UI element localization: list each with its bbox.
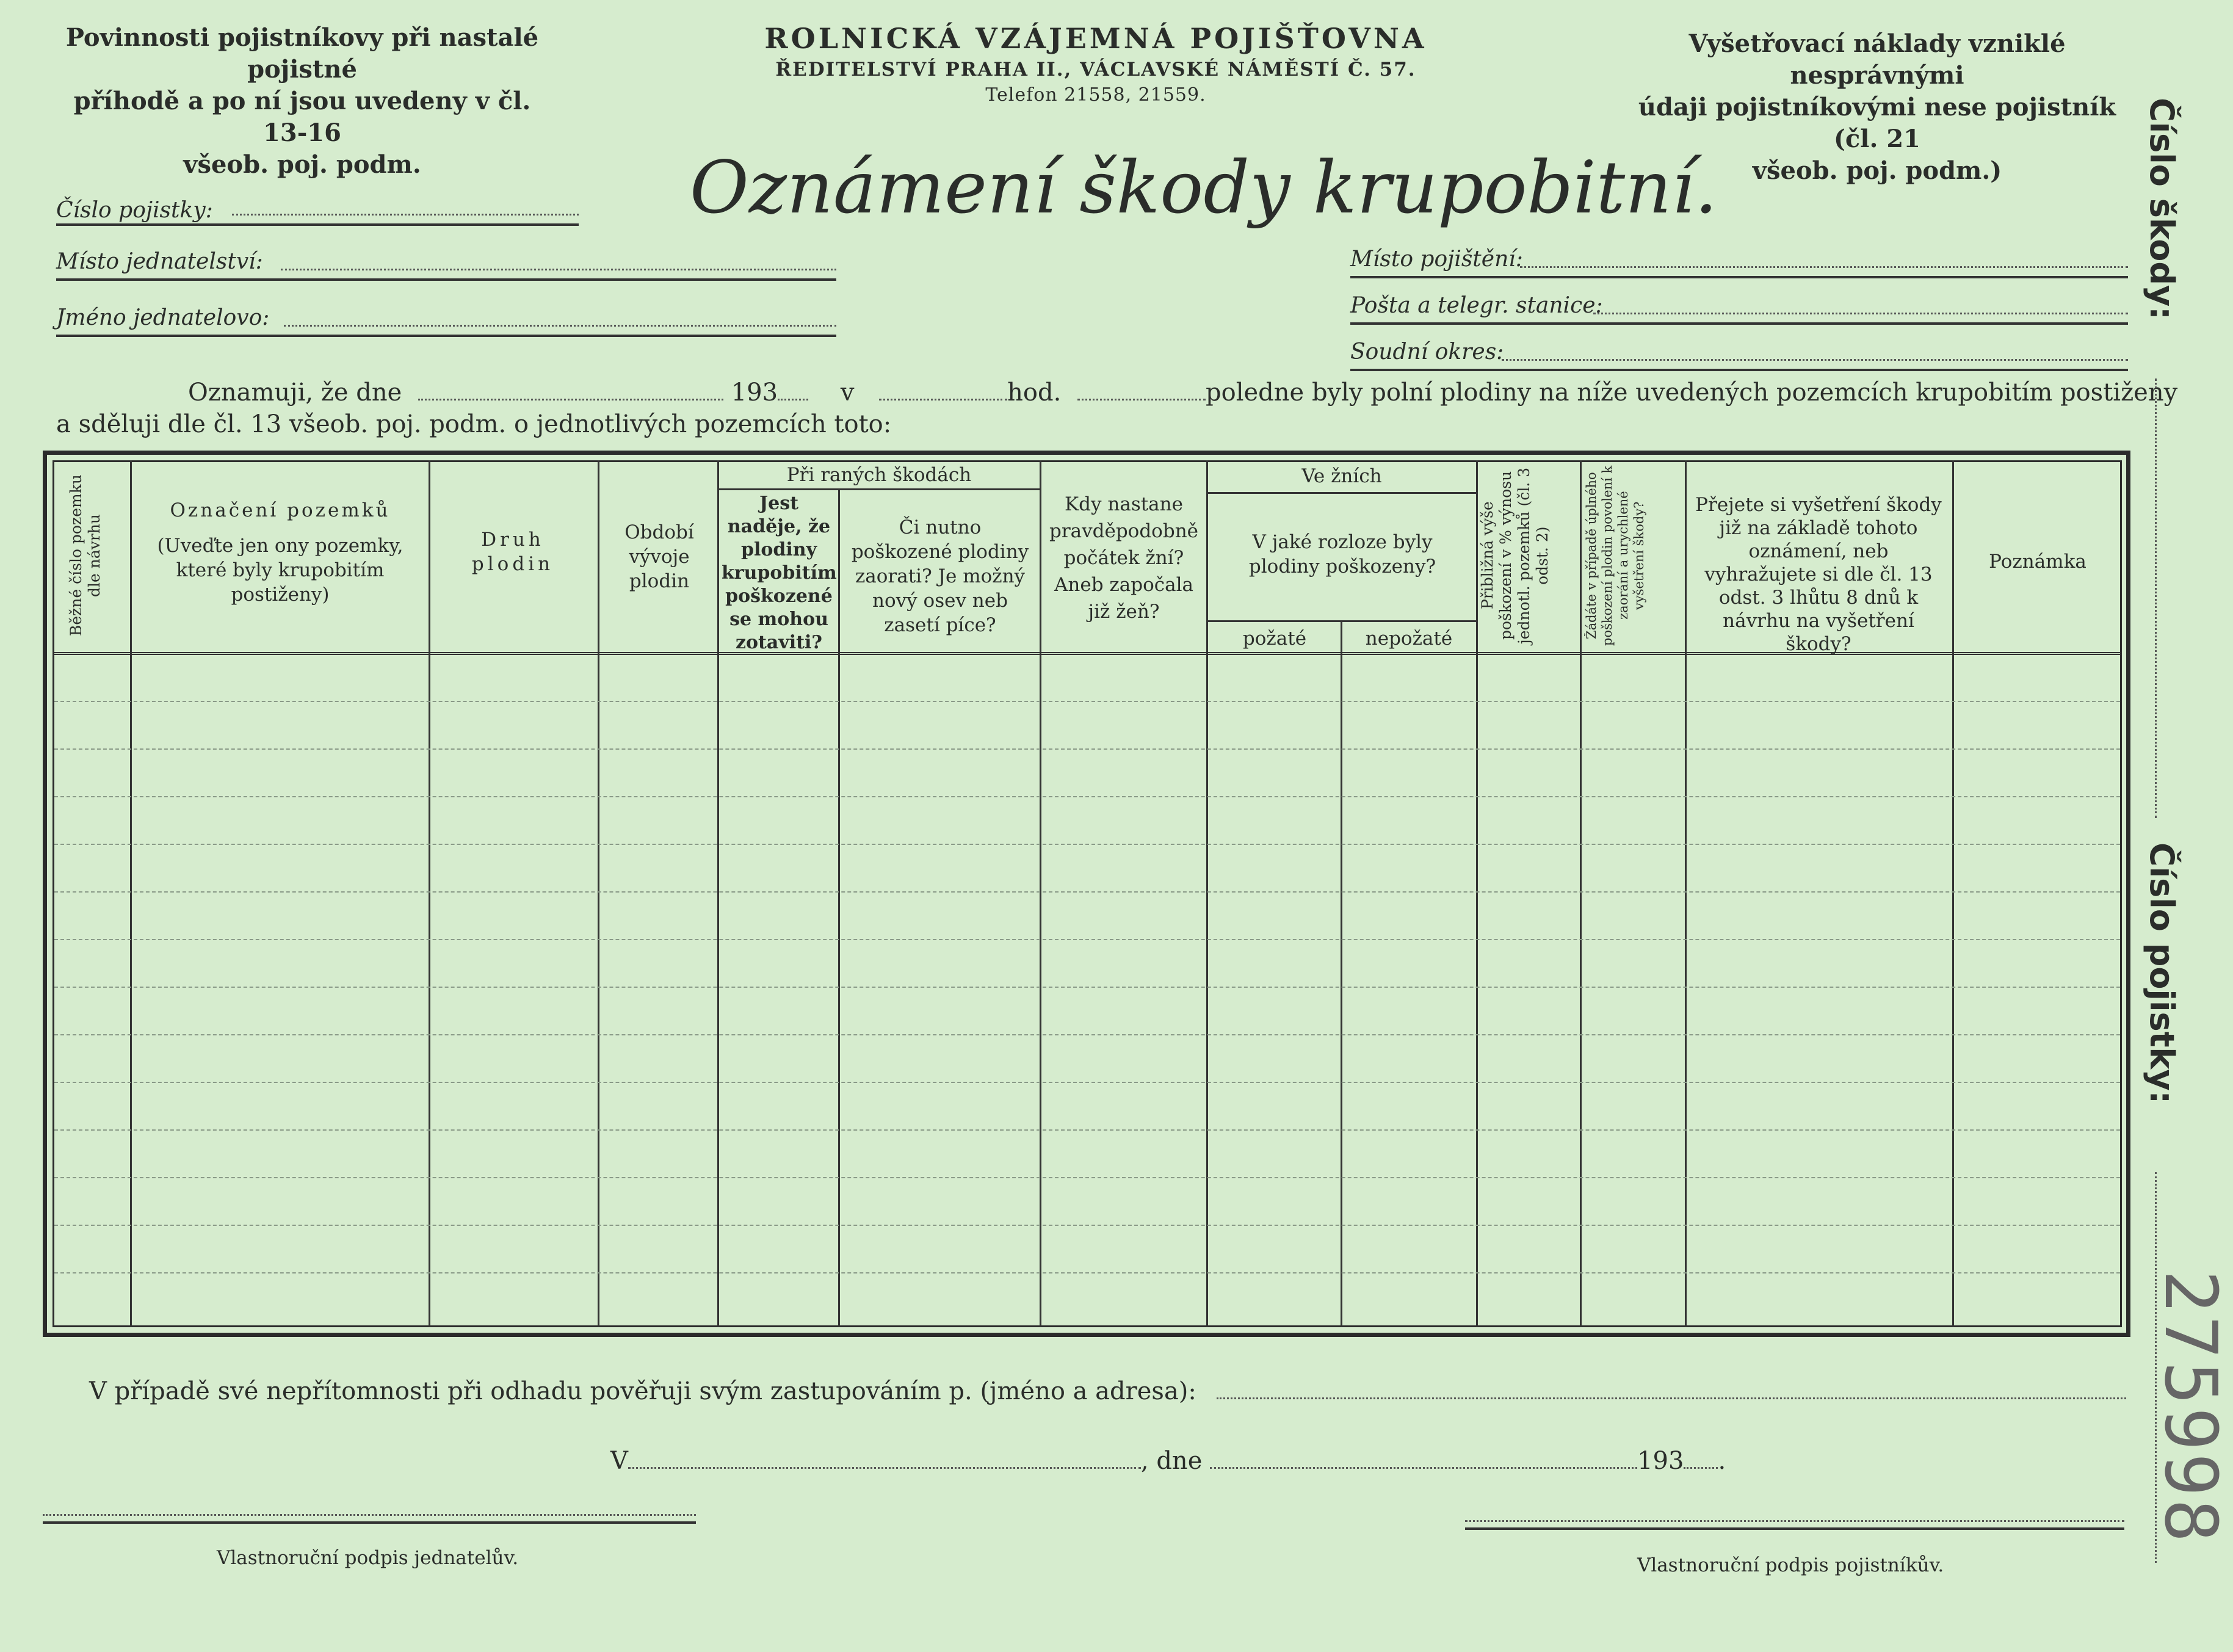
table-row[interactable] [54, 987, 2120, 988]
table-row[interactable] [54, 701, 2120, 702]
divider [56, 278, 836, 281]
side-claim-number-field[interactable] [2155, 379, 2157, 818]
date-label: , dne [1140, 1447, 1203, 1475]
org-phone: Telefon 21558, 21559. [985, 84, 1206, 106]
table-row[interactable] [54, 1129, 2120, 1131]
agency-location-field[interactable] [281, 269, 836, 270]
header-rule [1206, 492, 1476, 494]
col-divider [1206, 460, 1208, 1327]
table-row[interactable] [54, 1225, 2120, 1226]
right-notice-line: Vyšetřovací náklady vzniklé nesprávnými [1688, 29, 2066, 90]
divider [1350, 322, 2128, 325]
right-notice-line: všeob. poj. podm.) [1752, 156, 2002, 185]
col-period-header: Období vývoje plodin [624, 521, 694, 592]
place-field[interactable] [628, 1467, 1141, 1469]
harvest-extent-header: V jaké rozloze byly plodiny poškozeny? [1248, 531, 1436, 578]
declaration-line-1 [188, 379, 2177, 407]
declaration-intro: Oznamuji, že dne [188, 379, 402, 407]
time-field[interactable] [1077, 399, 1206, 400]
col-investigation-header: Přejete si vyšetření škody již na základě tohoto oznámení, neb vyhražujete si dle čl. 13 odst. 3 lhůtu 8 dnů k návrhu na vyšetření škody? [1695, 494, 1942, 655]
col-plow-header: Či nutno poškozené plodiny zaorati? Je možný nový osev neb zasetí píce? [851, 516, 1029, 636]
agent-signature-label: Vlastnoruční podpis jednatelův. [217, 1547, 519, 1569]
org-header [671, 22, 1520, 106]
side-claim-number-label: Číslo škody: [2143, 98, 2181, 320]
col-crop-header: Druh plodin [471, 529, 554, 575]
declaration-line-2: a sděluji dle čl. 13 všeob. poj. podm. o jednotlivých pozemcích toto: [56, 410, 892, 438]
post-office-label: Pošta a telegr. stanice: [1350, 293, 1603, 318]
col-divider [717, 460, 719, 1327]
org-name: ROLNICKÁ VZÁJEMNÁ POJIŠŤOVNA [764, 22, 1427, 55]
table-row[interactable] [54, 1034, 2120, 1035]
right-notice-line: údaji pojistníkovými nese pojistník (čl. 21 [1638, 93, 2116, 153]
col-divider [130, 460, 132, 1327]
col-request-header: Žádáte v případě úplného poškození plodin povolení k zaorání a urychlené vyšetření škody? [1584, 465, 1646, 646]
table-row[interactable] [54, 844, 2120, 845]
place-date-line [610, 1447, 1726, 1475]
insured-location-label: Místo pojištění: [1350, 247, 1523, 272]
date-field[interactable] [1210, 1467, 1637, 1469]
post-office-field[interactable] [1593, 313, 2128, 314]
policy-number-label: Číslo pojistky: [56, 198, 213, 223]
divider [1350, 369, 2128, 371]
left-notice-line: všeob. poj. podm. [183, 150, 421, 179]
table-row[interactable] [54, 939, 2120, 940]
col-harvest-header: Kdy nastane pravděpodobně počátek žní? Aneb započala již žeň? [1049, 493, 1199, 623]
col-divider [1476, 460, 1478, 1327]
agent-name-field[interactable] [284, 325, 836, 327]
proxy-line [89, 1377, 2126, 1405]
col-divider [838, 488, 840, 1327]
table-row[interactable] [54, 1272, 2120, 1273]
insured-signature-field[interactable] [1465, 1520, 2124, 1522]
policy-number-stamp: 275998 [2149, 1270, 2233, 1545]
table-row[interactable] [54, 796, 2120, 797]
col-recover-header: Jest naděje, že plodiny krupobitím poškozené se mohou zotaviti? [722, 493, 837, 653]
year-field[interactable] [778, 399, 808, 400]
org-address: ŘEDITELSTVÍ PRAHA II., VÁCLAVSKÉ NÁMĚSTÍ Č. 57. [775, 59, 1416, 81]
divider [56, 335, 836, 337]
reaped-header: požaté [1242, 628, 1307, 650]
district-court-field[interactable] [1502, 359, 2128, 361]
col-divider [1341, 620, 1342, 1327]
header-rule [1206, 620, 1476, 622]
year-prefix: 193 [731, 379, 778, 407]
table-row[interactable] [54, 1177, 2120, 1178]
side-policy-number-label: Číslo pojistky: [2143, 842, 2181, 1104]
v-label: v [840, 379, 855, 407]
insured-location-field[interactable] [1520, 266, 2128, 268]
col-divider [1685, 460, 1687, 1327]
early-damage-header: Při raných škodách [786, 464, 972, 486]
policy-number-field[interactable] [232, 214, 579, 216]
table-row[interactable] [54, 1082, 2120, 1083]
divider [1465, 1527, 2124, 1530]
left-notice [49, 22, 556, 181]
hod-label: hod. [1007, 379, 1062, 407]
declaration-rest: poledne byly polní plodiny na níže uvedených pozemcích krupobitím postiženy [1206, 379, 2178, 407]
header-rule [717, 488, 1040, 490]
col-parcel-title: Označení pozemků [170, 499, 391, 521]
year-field[interactable] [1684, 1467, 1718, 1469]
hour-field[interactable] [879, 399, 1007, 400]
table-row[interactable] [54, 891, 2120, 893]
unreaped-header: nepožaté [1365, 628, 1453, 650]
col-percent-header: Přibližná výše poškození v % výnosu jednotl. pozemků (čl. 3 odst. 2) [1478, 467, 1551, 644]
table-row[interactable] [54, 748, 2120, 750]
col-divider [1952, 460, 1954, 1327]
agency-location-label: Místo jednatelství: [56, 249, 263, 274]
proxy-text: V případě své nepřítomnosti při odhadu pověřuji svým zastupováním p. (jméno a adresa): [89, 1377, 1196, 1405]
col-divider [429, 460, 430, 1327]
proxy-field[interactable] [1217, 1397, 2126, 1399]
divider [1350, 276, 2128, 278]
date-field[interactable] [418, 399, 723, 400]
left-notice-line: Povinnosti pojistníkovy při nastalé pojistné [65, 23, 539, 84]
col-note-header: Poznámka [1989, 551, 2086, 573]
year-suffix: . [1718, 1447, 1726, 1475]
agent-signature-field[interactable] [43, 1514, 696, 1516]
col-divider [598, 460, 599, 1327]
in-harvest-header: Ve žních [1301, 465, 1382, 487]
district-court-label: Soudní okres: [1350, 339, 1504, 364]
col-number-header: Běžné číslo pozemku dle návrhu [67, 474, 103, 637]
insured-signature-label: Vlastnoruční podpis pojistníkův. [1637, 1554, 1944, 1576]
agent-name-label: Jméno jednatelovo: [56, 305, 270, 330]
year-prefix: 193 [1637, 1447, 1684, 1475]
divider [56, 223, 579, 226]
left-notice-line: příhodě a po ní jsou uvedeny v čl. 13-16 [73, 87, 531, 147]
col-divider [1580, 460, 1582, 1327]
divider [43, 1521, 696, 1524]
place-prefix: V [610, 1447, 628, 1475]
col-divider [1040, 460, 1041, 1327]
form-title: Oznámení škody krupobitní. [690, 145, 1718, 230]
col-parcel-note: (Uveďte jen ony pozemky, které byly krupobitím postiženy) [157, 535, 404, 606]
